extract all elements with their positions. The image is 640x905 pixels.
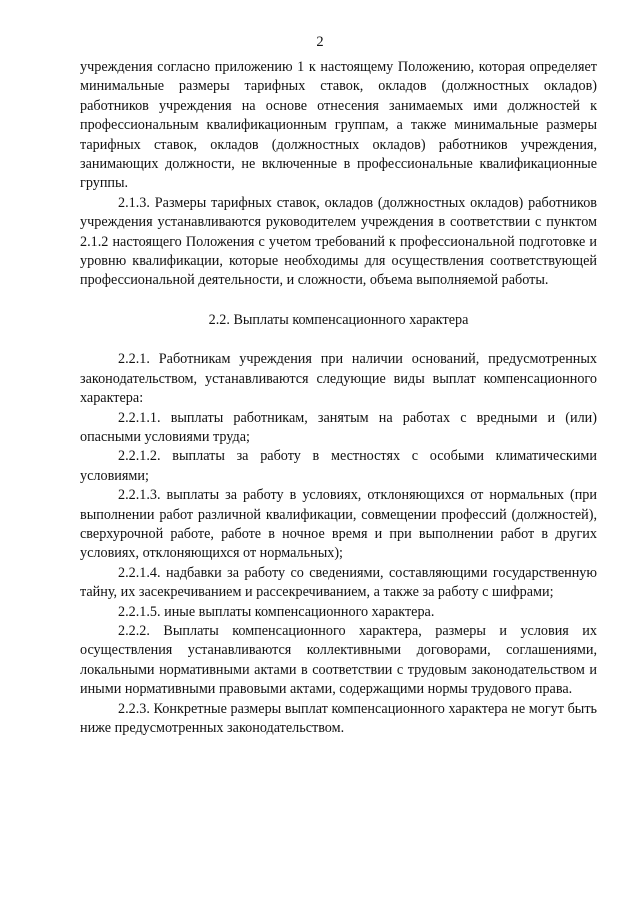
paragraph-2-2-1-3: 2.2.1.3. выплаты за работу в условиях, отклоняющихся от нормальных (при выполнении работ различной квалификации, совмещении профессий (должностей), сверхурочной работе, работе в ночное время и при выполнении работ в других условиях, отклоняющихся от нормальных); (80, 487, 597, 562)
paragraph-2-2-2: 2.2.2. Выплаты компенсационного характера, размеры и условия их осуществления устанавливаются коллективными договорами, соглашениями, локальными нормативными актами в соответствии с трудовым законодательством и иными нормативными правовыми актами, содержащими нормы трудового права. (80, 622, 597, 698)
paragraph-2-2-3: 2.2.3. Конкретные размеры выплат компенсационного характера не могут быть ниже предусмотренных законодательством. (80, 700, 597, 736)
section-heading: 2.2. Выплаты компенсационного характера (208, 311, 469, 328)
document-body (80, 58, 597, 738)
page-number: 2 (316, 34, 324, 50)
paragraph-2-2-1-1: 2.2.1.1. выплаты работникам, занятым на работах с вредными и (или) опасными условиями труда; (80, 409, 597, 445)
paragraph-2-2-1: 2.2.1. Работникам учреждения при наличии оснований, предусмотренных законодательством, устанавливаются следующие виды выплат компенсационного характера: (80, 351, 597, 407)
paragraph-2-2-1-2: 2.2.1.2. выплаты за работу в местностях с особыми климатическими условиями; (80, 448, 597, 484)
paragraph-2-2-1-4: 2.2.1.4. надбавки за работу со сведениями, составляющими государственную тайну, их засекречиванием и рассекречиванием, а также за работу с шифрами; (80, 564, 597, 601)
paragraph-2-2-1-5: 2.2.1.5. иные выплаты компенсационного характера. (118, 603, 435, 620)
paragraph-continuation: учреждения согласно приложению 1 к настоящему Положению, которая определяет минимальные размеры тарифных ставок, окладов (должностных окладов) работников учреждения на основе отнесения занимаемых ими должностей к профессиональным квалификационным группам, а также минимальные размеры тарифных ставок, окладов (должностных окладов) работников учреждения, занимающих должности, не включенные в профессиональные квалификационные группы. (80, 59, 597, 192)
paragraph-2-1-3: 2.1.3. Размеры тарифных ставок, окладов (должностных окладов) работников учреждения устанавливаются руководителем учреждения в соответствии с пунктом 2.1.2 настоящего Положения с учетом требований к профессиональной подготовке и уровню квалификации, которые необходимы для осуществления соответствующей профессиональной деятельности, и сложности, объема выполняемой работы. (80, 194, 597, 289)
